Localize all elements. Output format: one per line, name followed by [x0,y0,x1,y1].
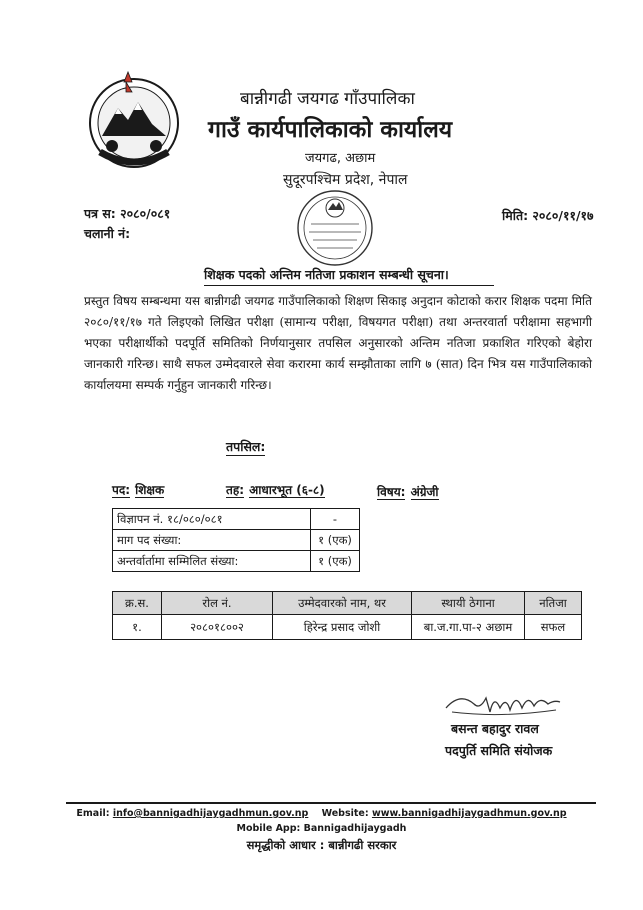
info-label: अन्तर्वार्तामा सम्मिलित संख्या: [113,551,311,572]
office-province: सुदूरपश्चिम प्रदेश, नेपाल [283,172,408,188]
cell-address: बा.ज.गा.पा-२ अछाम [412,615,525,640]
document-date: मिति: २०८०/११/१७ [502,208,594,223]
column-header-result: नतिजा [525,592,582,615]
column-header-serial: क्र.स. [113,592,162,615]
notice-body: प्रस्तुत विषय सम्बन्धमा यस बान्नीगढी जयगढ गाउँपालिकाको शिक्षण सिकाइ अनुदान कोटाको करार शिक्षक पदमा मिति २०८०/११/१७ गते लिइएको लिखित परीक्षा (सामान्य परीक्षा, विषयगत परीक्षा) तथा अन्तरवार्ता परीक्षामा सहभागी भएका परीक्षार्थीको पदपूर्ति समितिको निर्णयानुसार तपसिल अनुसारको अन्तिम नतिजा प्रकाशित गरिएको बेहोरा जानकारी गरिन्छ। साथै सफल उम्मेदवारले सेवा करारमा कार्य सम्झौताका लागि ७ (सात) दिन भित्र यस गाउँपालिकाको कार्यालयमा सम्पर्क गर्नुहुन जानकारी गरिन्छ। [84,294,592,392]
signatory-name: बसन्त बहादुर रावल [451,721,539,736]
vacancy-info-table [112,508,360,572]
info-label: माग पद संख्या: [113,530,311,551]
email-label: Email: [76,808,110,819]
table-row [113,530,360,551]
info-value: - [311,509,360,530]
post-label: पद: [112,483,130,497]
level-label: तह: [226,483,245,497]
email-link[interactable]: info@bannigadhijaygadhmun.gov.np [112,808,309,819]
office-stamp [295,188,375,268]
footer-divider [66,802,596,804]
municipality-name: बान्नीगढी जयगढ गाँउपालिका [240,89,415,109]
reference-number: पत्र स: २०८०/०८१ [84,206,171,221]
footer-slogan: समृद्धीको आधार : बान्नीगढी सरकार [246,838,397,852]
table-header-row [113,592,582,615]
dispatch-number: चलानी नं: [84,226,131,241]
info-value: १ (एक) [311,551,360,572]
level-field [226,479,325,498]
cell-name: हिरेन्द्र प्रसाद जोशी [273,615,412,640]
cell-roll: २०८०१८००२ [162,615,273,640]
cell-serial: १. [113,615,162,640]
mobile-app: Mobile App: Bannigadhijaygadh [236,823,407,834]
info-label: विज्ञापन नं. १८/०८०/०८१ [113,509,311,530]
table-row [113,509,360,530]
post-field [112,479,164,498]
municipality-emblem [82,68,187,173]
column-header-address: स्थायी ठेगाना [412,592,525,615]
details-heading: तपसिल: [226,439,266,454]
subject-value: अंग्रेजी [410,485,439,499]
table-row [113,615,582,640]
subject-field [377,481,439,500]
level-value: आधारभूत (६-८) [249,483,325,497]
column-header-roll: रोल नं. [162,592,273,615]
website-link[interactable]: www.bannigadhijaygadhmun.gov.np [371,808,567,819]
info-value: १ (एक) [311,530,360,551]
signatory-role: पदपुर्ति समिति संयोजक [445,743,553,758]
website-label: Website: [321,808,369,819]
table-row [113,551,360,572]
subject-label: विषय: [377,485,406,499]
result-table [112,591,582,640]
office-location: जयगढ, अछाम [305,151,376,166]
notice-subject: शिक्षक पदको अन्तिम नतिजा प्रकाशन सम्बन्धी सूचना। [204,266,494,286]
post-value: शिक्षक [135,483,165,497]
signature [440,682,565,720]
column-header-name: उम्मेदवारको नाम, थर [273,592,412,615]
cell-result: सफल [525,615,582,640]
office-title: गाउँ कार्यपालिकाको कार्यालय [208,117,453,143]
footer-contact [0,808,643,819]
